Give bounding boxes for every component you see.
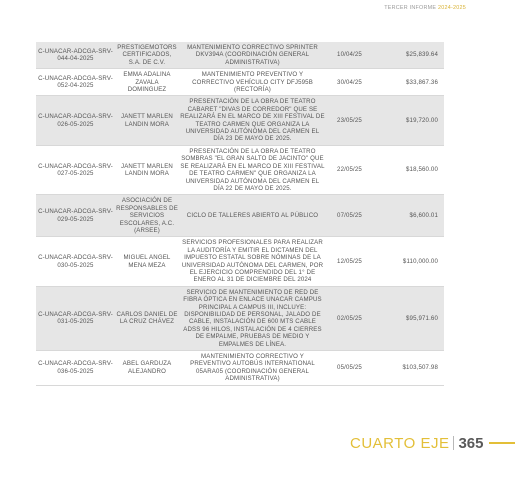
service-description-cell: MANTENIMIENTO CORRECTIVO SPRINTER DKV394A (COORDINACIÓN GENERAL ADMINISTRATIVA)	[179, 42, 326, 69]
amount-cell: $110,000.00	[402, 257, 438, 265]
date-cell: 30/04/25	[337, 78, 362, 86]
date-cell: 10/04/25	[326, 42, 373, 69]
service-description-cell: MANTENIMIENTO CORRECTIVO Y PREVENTIVO AUTOBÚS INTERNATIONAL 05ARA05 (COORDINACIÓN GENERAL ADMINISTRATIVA)	[190, 353, 315, 383]
service-description-cell: MANTENIMIENTO PREVENTIVO Y CORRECTIVO VEHÍCULO CITY DFJ595B (RECTORÍA)	[192, 71, 313, 94]
amount-cell: $18,560.00	[406, 166, 438, 174]
service-description-cell: SERVICIOS PROFESIONALES PARA REALIZAR LA AUDITORÍA Y EMITIR EL DICTAMEN DEL IMPUESTO ESTATAL SOBRE NÓMINAS DE LA UNIVERSIDAD AUTÓNOMA DEL CARMEN, POR EL EJERCICIO COMPRENDIDO DEL 1° DE ENERO AL 31 DE DICIEMBRE DEL 2024	[181, 239, 324, 284]
footer-divider	[453, 436, 454, 450]
contract-number-cell: C-UNACAR-ADCGA-SRV-052-04-2025	[38, 74, 113, 90]
amount-cell: $33,867.36	[406, 78, 438, 86]
provider-cell: PRESTIGEMOTORS CERTIFICADOS, S.A. DE C.V.	[115, 42, 179, 69]
contracts-table	[36, 42, 444, 386]
table-row	[36, 69, 444, 96]
table-row	[36, 286, 444, 350]
service-description-cell: PRESENTACIÓN DE LA OBRA DE TEATRO CABARET "DIVAS DE CORREDOR" QUE SE REALIZARÁ EN EL MARCO DE XIII FESTIVAL DE TEATRO CARMEN QUE ORGANIZA LA UNIVERSIDAD AUTÓNOMA DEL CARMEN EL DÍA 23 DE MAYO DE 2025.	[179, 96, 326, 145]
amount-cell: $25,839.64	[373, 42, 444, 69]
date-cell: 05/05/25	[337, 364, 362, 372]
service-description-cell: CICLO DE TALLERES ABIERTO AL PÚBLICO	[179, 195, 326, 237]
footer-accent-rule	[489, 442, 515, 444]
provider-cell: JANETT MARLEN LANDIN MORA	[115, 96, 179, 145]
date-cell: 12/05/25	[337, 257, 362, 265]
service-description-cell: SERVICIO DE MANTENIMIENTO DE RED DE FIBRA ÓPTICA EN ENLACE UNACAR CAMPUS PRINCIPAL A CAMPUS III, INCLUYE: DISPONIBILIDAD DE PERSONAL, JALADO DE CABLE, INSTALACIÓN DE 600 MTS CABLE ADSS 96 HILOS, INSTALACIÓN DE 4 CIERRES DE EMPALME, PRUEBAS DE MEDIO Y EMPALMES DE LÍNEA.	[179, 286, 326, 350]
table-row	[36, 351, 444, 386]
service-description-cell: PRESENTACIÓN DE LA OBRA DE TEATRO SOMBRAS "EL GRAN SALTO DE JACINTO" QUE SE REALIZARÁ EN EL MARCO DE XIII FESTIVAL DE TEATRO CARMEN" QUE ORGANIZA LA UNIVERSIDAD AUTÓNOMA DEL CARMEN EL DÍA 22 DE MAYO DE 2025.	[180, 147, 325, 192]
provider-cell: ABEL GARDUZA ALEJANDRO	[122, 360, 172, 375]
contract-number-cell: C-UNACAR-ADCGA-SRV-027-05-2025	[38, 162, 113, 178]
table-row	[36, 237, 444, 286]
contract-number-cell: C-UNACAR-ADCGA-SRV-026-05-2025	[36, 96, 115, 145]
contract-number-cell: C-UNACAR-ADCGA-SRV-030-05-2025	[38, 254, 113, 269]
contract-number-cell: C-UNACAR-ADCGA-SRV-031-05-2025	[36, 286, 115, 350]
page-number: 365	[458, 434, 484, 452]
date-cell: 22/05/25	[337, 166, 362, 174]
provider-cell: MIGUEL ANGEL MENA MEZA	[123, 254, 171, 269]
report-label: TERCER INFORME	[384, 5, 437, 11]
report-header	[384, 5, 466, 11]
section-title: CUARTO EJE	[350, 434, 450, 452]
table-row	[36, 195, 444, 237]
report-year: 2024-2025	[437, 5, 466, 11]
table-row	[36, 145, 444, 194]
amount-cell: $103,507.98	[402, 364, 438, 372]
contract-number-cell: C-UNACAR-ADCGA-SRV-044-04-2025	[36, 42, 115, 69]
table-row	[36, 42, 444, 69]
provider-cell: JANETT MARLEN LANDIN MORA	[121, 162, 173, 178]
provider-cell: ASOCIACIÓN DE RESPONSABLES DE SERVICIOS ESCOLARES, A.C. (ARSEE)	[115, 195, 179, 237]
page-footer	[350, 433, 515, 453]
contract-number-cell: C-UNACAR-ADCGA-SRV-029-05-2025	[36, 195, 115, 237]
provider-cell: EMMA ADALINA ZAVALA DOMINGUEZ	[123, 71, 171, 94]
amount-cell: $6,600.01	[373, 195, 444, 237]
contract-number-cell: C-UNACAR-ADCGA-SRV-036-05-2025	[38, 360, 113, 375]
provider-cell: CARLOS DANIEL DE LA CRUZ CHÁVEZ	[115, 286, 179, 350]
table-row	[36, 96, 444, 145]
date-cell: 23/05/25	[326, 96, 373, 145]
amount-cell: $95,971.60	[373, 286, 444, 350]
date-cell: 07/05/25	[326, 195, 373, 237]
date-cell: 02/05/25	[326, 286, 373, 350]
contracts-table-body	[36, 42, 444, 385]
amount-cell: $19,720.00	[373, 96, 444, 145]
